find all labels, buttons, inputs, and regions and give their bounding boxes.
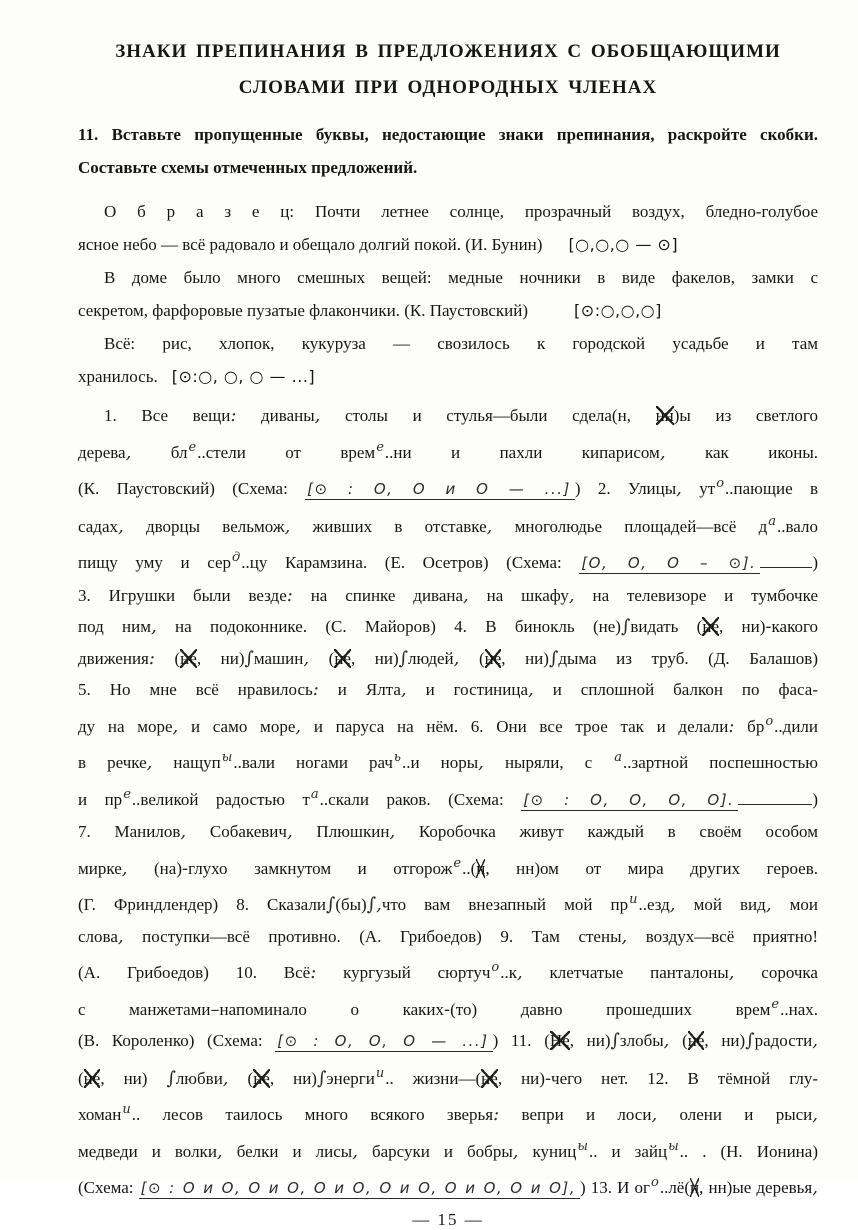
printed-text: ясное небо — всё радовало и обещало долгий покой. (И. Бунин) bbox=[78, 235, 543, 254]
printed-text: куниц bbox=[518, 1141, 577, 1161]
handwritten-mark: , bbox=[659, 441, 666, 463]
printed-text: ..дили bbox=[774, 716, 818, 736]
printed-text: Плюшкин bbox=[292, 822, 390, 841]
printed-text: , ни) bbox=[497, 1068, 545, 1088]
crossed-out-text: н bbox=[690, 1178, 700, 1197]
text-line bbox=[78, 580, 818, 612]
handwritten-mark: , bbox=[568, 584, 575, 606]
printed-text: Собакевич bbox=[186, 822, 287, 841]
printed-text-bold: Составьте схемы отмеченных предложений. bbox=[78, 158, 418, 177]
page-number: — 15 — bbox=[412, 1209, 484, 1229]
printed-text: 7. Манилов bbox=[78, 822, 181, 841]
printed-text: и сплошной балкон по фаса- bbox=[533, 680, 819, 699]
handwritten-mark: , bbox=[389, 821, 396, 842]
printed-text: ) 13. И ог bbox=[580, 1178, 650, 1197]
handwritten-inserted-letter: е bbox=[188, 439, 197, 455]
handwritten-mark: , bbox=[812, 1177, 818, 1198]
printed-text: О б р а з е ц: Почти летнее солнце, прозрачный воздух, бледно-голубое bbox=[104, 202, 818, 221]
printed-text: ) 2. Улицы bbox=[574, 479, 677, 498]
printed-schema: [⊙:○,○,○] bbox=[574, 301, 662, 320]
printed-text: под ним bbox=[78, 617, 152, 636]
printed-text: ду на море bbox=[78, 716, 173, 736]
handwritten-mark: , bbox=[478, 752, 484, 773]
handwritten-mark: ∫ bbox=[325, 894, 336, 915]
task-instruction bbox=[78, 118, 818, 184]
handwritten-mark: ∫ bbox=[548, 647, 559, 669]
underline-spacer bbox=[760, 553, 812, 568]
text-line bbox=[78, 327, 818, 360]
crossed-out-text: не bbox=[83, 1068, 101, 1088]
handwritten-mark: , bbox=[812, 1104, 818, 1125]
printed-text: диваны bbox=[236, 406, 315, 425]
printed-text: нащуп bbox=[152, 753, 221, 772]
crossed-out-text: не bbox=[687, 1031, 705, 1050]
printed-text: мирке bbox=[78, 858, 122, 878]
printed-text: живших в отставке bbox=[290, 516, 487, 536]
printed-text: , ни) bbox=[196, 648, 245, 668]
printed-text: ( bbox=[78, 1068, 84, 1088]
printed-text: пищу уму и сер bbox=[78, 553, 232, 572]
text-line bbox=[78, 118, 818, 151]
handwritten-mark: ∫ bbox=[166, 1067, 176, 1089]
printed-text: поступки—всё противно. (А. Грибоедов) 9. Там стены bbox=[123, 926, 622, 946]
crossed-out-text: Не bbox=[549, 1031, 570, 1050]
handwritten-inserted-letter: о bbox=[650, 1175, 659, 1190]
printed-text: чего нет. 12. В тёмной глу- bbox=[551, 1068, 818, 1088]
printed-text: ут bbox=[681, 479, 716, 498]
printed-text: , ни) bbox=[569, 1031, 611, 1050]
handwritten-mark: , bbox=[117, 925, 124, 947]
printed-text: и пр bbox=[78, 789, 123, 809]
text-line bbox=[78, 1167, 818, 1205]
handwritten-mark: - bbox=[765, 616, 772, 637]
text-line bbox=[78, 1058, 818, 1095]
handwritten-inserted-letter: и bbox=[122, 1102, 131, 1117]
printed-text: (В. Короленко) (Схема: bbox=[78, 1031, 276, 1050]
handwritten-schema: [⊙ : О, О, О, О]. bbox=[521, 791, 738, 811]
printed-text: Всё: рис, хлопок, кукуруза — свозилось к городской усадьбе и там bbox=[104, 334, 818, 353]
handwritten-mark: ∫ bbox=[620, 616, 631, 637]
handwritten-mark: , bbox=[151, 616, 157, 637]
underline-spacer bbox=[738, 790, 812, 805]
printed-text: злобы bbox=[619, 1031, 664, 1050]
crossed-out-text: нн bbox=[655, 406, 674, 425]
printed-text: на подоконнике. (С. Майоров) 4. В бинокль (не) bbox=[156, 617, 621, 636]
crossed-out-text: не bbox=[180, 648, 197, 668]
handwritten-mark: , bbox=[303, 647, 310, 669]
printed-text: ..нах. bbox=[780, 999, 819, 1019]
handwritten-mark: : bbox=[312, 679, 319, 700]
handwritten-inserted-letter: о bbox=[716, 476, 725, 491]
printed-text: ..стели от врем bbox=[197, 442, 376, 462]
printed-schema: [⊙:○, ○, ○ — ...] bbox=[171, 367, 316, 386]
sample-sentences-block bbox=[78, 195, 818, 393]
crossed-out-text: не bbox=[334, 648, 351, 668]
printed-text: ныряли, с bbox=[483, 753, 614, 772]
printed-text: ( bbox=[459, 648, 485, 668]
printed-text: ..и норы bbox=[402, 753, 479, 772]
printed-text: ) 11. ( bbox=[492, 1031, 550, 1050]
printed-text: ..зартной поспешностью bbox=[623, 753, 818, 772]
printed-text: олени и рыси bbox=[657, 1105, 813, 1124]
printed-text: любви bbox=[175, 1068, 223, 1088]
printed-text: как иконы. bbox=[665, 442, 818, 462]
text-line bbox=[78, 816, 818, 848]
handwritten-inserted-letter: ы bbox=[668, 1138, 679, 1154]
printed-text: на телевизоре и тумбочке bbox=[574, 585, 818, 605]
handwritten-mark: - bbox=[182, 857, 189, 879]
spacer bbox=[158, 381, 172, 382]
text-line bbox=[78, 360, 818, 393]
handwritten-mark: , bbox=[172, 715, 179, 737]
handwritten-mark: , bbox=[286, 821, 293, 842]
printed-text: какого bbox=[771, 617, 819, 636]
handwritten-inserted-letter: ы bbox=[221, 750, 233, 765]
printed-text: 1. Все вещи bbox=[104, 406, 231, 425]
handwritten-mark: , bbox=[812, 1030, 819, 1051]
text-line bbox=[78, 400, 818, 432]
handwritten-mark: , bbox=[651, 1104, 658, 1125]
handwritten-mark: , bbox=[621, 925, 628, 947]
printed-text: ..цу Карамзина. (Е. Осетров) (Схема: bbox=[241, 553, 580, 572]
handwritten-inserted-letter: о bbox=[491, 960, 500, 975]
spacer bbox=[528, 315, 574, 316]
handwritten-mark: ∫ bbox=[398, 647, 409, 669]
text-line bbox=[78, 432, 818, 469]
handwritten-mark: , bbox=[676, 478, 682, 499]
printed-text: (Г. Фриндлендер) 8. Сказали bbox=[78, 895, 326, 914]
handwritten-mark: , bbox=[517, 962, 523, 983]
printed-text: радости bbox=[754, 1031, 813, 1050]
printed-text: , ни) bbox=[100, 1068, 167, 1088]
handwritten-inserted-letter: е bbox=[771, 996, 780, 1012]
text-line bbox=[78, 542, 818, 580]
handwritten-mark: , bbox=[400, 679, 407, 700]
printed-text: .. жизни—( bbox=[385, 1068, 482, 1088]
printed-text: ) bbox=[812, 553, 818, 572]
text-line bbox=[78, 151, 818, 184]
printed-text: воздух—всё приятно! bbox=[627, 926, 818, 946]
printed-text: вепри и лоси bbox=[499, 1105, 652, 1124]
printed-text: дворцы вельмож bbox=[123, 516, 285, 536]
printed-text: ..великой радостью т bbox=[131, 789, 310, 809]
printed-text: и гостиница bbox=[406, 680, 529, 699]
handwritten-mark: , bbox=[216, 1140, 223, 1162]
printed-text: столы и стулья—были сдела(н, bbox=[320, 406, 656, 425]
text-line bbox=[78, 195, 818, 228]
printed-text: что вам внезапный мой пр bbox=[381, 895, 629, 914]
handwritten-mark: , bbox=[486, 515, 493, 537]
text-line bbox=[78, 884, 818, 921]
printed-text: ) bbox=[812, 789, 818, 809]
printed-text: , ни) bbox=[501, 648, 549, 668]
printed-text: дерева bbox=[78, 442, 126, 462]
exercise-paragraph bbox=[78, 400, 818, 1205]
printed-text: мои bbox=[771, 895, 818, 914]
printed-text: машин bbox=[253, 648, 304, 668]
printed-text: (К. Паустовский) (Схема: bbox=[78, 479, 306, 498]
text-line bbox=[78, 779, 818, 817]
printed-text: (бы) bbox=[335, 895, 367, 914]
handwritten-mark: , bbox=[295, 715, 302, 737]
printed-text: медведи и волки bbox=[78, 1141, 217, 1161]
printed-text: .. . (Н. Ионина) bbox=[679, 1141, 818, 1161]
text-line bbox=[78, 1094, 818, 1131]
text-line bbox=[78, 989, 818, 1026]
printed-text: напоминало о каких bbox=[219, 999, 444, 1019]
handwritten-schema: [⊙ : О, О и О — ...] bbox=[305, 480, 575, 500]
printed-text: и само море bbox=[178, 716, 296, 736]
spacer bbox=[542, 249, 568, 250]
handwritten-mark: - bbox=[443, 998, 451, 1020]
text-line bbox=[78, 952, 818, 989]
printed-text: ( bbox=[669, 1031, 688, 1050]
handwritten-inserted-letter: е bbox=[123, 786, 131, 802]
crossed-out-text: н bbox=[476, 858, 486, 878]
handwritten-mark: , bbox=[284, 515, 291, 537]
printed-text: )ы из светлого bbox=[673, 406, 818, 425]
handwritten-mark: , bbox=[512, 1140, 519, 1162]
handwritten-mark: : bbox=[230, 405, 237, 426]
printed-text: с манжетами bbox=[78, 999, 211, 1019]
text-line bbox=[78, 674, 818, 706]
printed-text: ( bbox=[154, 648, 181, 668]
printed-text: ( bbox=[228, 1068, 254, 1088]
text-line bbox=[78, 643, 818, 675]
printed-text: многолюдье площадей—всё д bbox=[492, 516, 768, 536]
handwritten-mark: ∫, bbox=[366, 894, 382, 915]
printed-text: видать ( bbox=[630, 617, 703, 636]
printed-text: (Схема: bbox=[78, 1178, 139, 1197]
handwritten-inserted-letter: е bbox=[376, 439, 384, 455]
printed-text: хоман bbox=[78, 1105, 122, 1124]
printed-text: 3. Игрушки были везде bbox=[78, 585, 287, 605]
handwritten-mark: – bbox=[210, 998, 220, 1020]
printed-text: ..к bbox=[500, 963, 517, 982]
text-line bbox=[78, 228, 818, 261]
handwritten-inserted-letter: о bbox=[765, 713, 774, 729]
printed-text-bold: 11. Вставьте пропущенные буквы, недостающие знаки препинания, раскройте скобки. bbox=[78, 125, 818, 144]
handwritten-inserted-letter: д bbox=[232, 550, 241, 565]
printed-text: В доме было много смешных вещей: медные ночники в виде факелов, замки с bbox=[104, 268, 818, 287]
printed-text: кургузый сюртуч bbox=[316, 963, 491, 982]
handwritten-inserted-letter: ы bbox=[577, 1138, 588, 1154]
text-line bbox=[78, 706, 818, 743]
handwritten-mark: , bbox=[180, 821, 187, 842]
handwritten-mark: : bbox=[286, 584, 293, 606]
printed-text: , ни) bbox=[350, 648, 399, 668]
printed-text: энерги bbox=[326, 1068, 375, 1088]
printed-text: , ни) bbox=[704, 1031, 746, 1050]
printed-text: барсуки и бобры bbox=[357, 1141, 513, 1161]
page-title-line-1: ЗНАКИ ПРЕПИНАНИЯ В ПРЕДЛОЖЕНИЯХ С ОБОБЩАЮЩИМИ bbox=[115, 41, 781, 62]
crossed-out-text: не bbox=[481, 1068, 498, 1088]
printed-text: людей bbox=[408, 648, 454, 668]
handwritten-mark: , bbox=[765, 894, 772, 915]
handwritten-schema: [О, О, О – ⊙]. bbox=[579, 554, 760, 574]
printed-text: 5. Но мне всё нравилось bbox=[78, 680, 313, 699]
printed-text: , ни) bbox=[719, 617, 766, 636]
printed-text: белки и лисы bbox=[222, 1141, 353, 1161]
handwritten-mark: ∫ bbox=[316, 1067, 327, 1089]
printed-text: секретом, фарфоровые пузатые флакончики. (К. Паустовский) bbox=[78, 301, 529, 320]
printed-text: и паруса на нём. 6. Они все трое так и делали bbox=[301, 716, 729, 736]
handwritten-mark: ∫ bbox=[745, 1030, 755, 1051]
handwritten-schema: [⊙ : О, О, О — ...] bbox=[275, 1032, 492, 1052]
handwritten-inserted-letter: и bbox=[629, 892, 638, 907]
page-title-line-2: СЛОВАМИ ПРИ ОДНОРОДНЫХ ЧЛЕНАХ bbox=[238, 77, 658, 98]
text-line bbox=[78, 1025, 818, 1058]
crossed-out-text: не bbox=[484, 648, 502, 668]
handwritten-mark: , bbox=[314, 405, 321, 426]
printed-text: дыма из труб. (Д. Балашов) bbox=[558, 648, 818, 668]
handwritten-mark: , bbox=[728, 962, 735, 983]
printed-text: ..пающие в bbox=[725, 479, 818, 498]
printed-text: бл bbox=[131, 442, 188, 462]
handwritten-mark: , bbox=[352, 1140, 358, 1162]
handwritten-inserted-letter: ь bbox=[393, 750, 401, 765]
printed-text: .. лесов таилось много всякого зверья bbox=[131, 1105, 494, 1124]
handwritten-mark: , bbox=[463, 584, 469, 606]
printed-text: в речке bbox=[78, 753, 147, 772]
printed-text: ..вало bbox=[777, 516, 818, 536]
handwritten-mark: , bbox=[222, 1067, 229, 1089]
handwritten-mark: , bbox=[663, 1030, 670, 1051]
printed-text: , ни) bbox=[269, 1068, 317, 1088]
handwritten-inserted-letter: а bbox=[768, 513, 776, 529]
crossed-out-text: не bbox=[253, 1068, 270, 1088]
handwritten-mark: : bbox=[310, 962, 317, 983]
printed-text: ..лё( bbox=[659, 1178, 691, 1197]
handwritten-mark: , bbox=[121, 857, 128, 879]
handwritten-mark: , bbox=[669, 894, 676, 915]
printed-text: (то) давно прошедших врем bbox=[450, 999, 771, 1019]
handwritten-mark: : bbox=[728, 715, 735, 737]
printed-text: на шкафу bbox=[468, 585, 569, 605]
text-line bbox=[78, 921, 818, 953]
text-line bbox=[78, 848, 818, 885]
printed-text: (на) bbox=[127, 858, 182, 878]
printed-text: садах bbox=[78, 516, 118, 536]
printed-text: мой вид bbox=[675, 895, 766, 914]
printed-text: бр bbox=[734, 716, 765, 736]
printed-text: и Ялта bbox=[318, 680, 401, 699]
handwritten-mark: - bbox=[544, 1067, 552, 1089]
crossed-out-text: не bbox=[702, 617, 720, 636]
handwritten-inserted-letter: и bbox=[375, 1065, 385, 1081]
handwritten-mark: , bbox=[528, 679, 534, 700]
handwritten-mark: ∫ bbox=[610, 1030, 620, 1051]
printed-text: ..езд bbox=[638, 895, 670, 914]
printed-text: , нн)ом от мира других героев. bbox=[485, 858, 819, 878]
handwritten-mark: , bbox=[125, 441, 132, 463]
handwritten-inserted-letter: а bbox=[614, 750, 623, 765]
printed-text: , нн)ые деревья bbox=[699, 1178, 813, 1197]
text-line bbox=[78, 506, 818, 543]
printed-text: ..скали раков. (Схема: bbox=[319, 789, 522, 809]
printed-text: хранилось. bbox=[78, 367, 158, 386]
printed-text: на спинке дивана bbox=[292, 585, 464, 605]
handwritten-mark: ∫ bbox=[244, 647, 254, 669]
text-line bbox=[78, 742, 818, 779]
text-line bbox=[78, 468, 818, 506]
handwritten-inserted-letter: е bbox=[453, 855, 462, 871]
printed-text: клетчатые панталоны bbox=[522, 963, 729, 982]
printed-text: ..ни и пахли кипарисом bbox=[384, 442, 660, 462]
printed-text: ..вали ногами рач bbox=[233, 753, 393, 772]
handwritten-mark: , bbox=[453, 647, 460, 669]
text-line bbox=[78, 294, 818, 327]
handwritten-mark: , bbox=[118, 515, 124, 537]
printed-text: движения bbox=[78, 648, 149, 668]
printed-text: глухо замкнутом и отгорож bbox=[188, 858, 453, 878]
text-line bbox=[78, 261, 818, 294]
printed-text: слова bbox=[78, 926, 118, 946]
printed-schema: [○,○,○ — ⊙] bbox=[568, 235, 679, 254]
handwritten-mark: : bbox=[148, 647, 155, 669]
printed-text: Коробочка живут каждый в своём особом bbox=[395, 822, 818, 841]
page-title bbox=[78, 34, 818, 106]
handwritten-mark: : bbox=[493, 1104, 500, 1125]
printed-text: (А. Грибоедов) 10. Всё bbox=[78, 963, 311, 982]
handwritten-mark: , bbox=[146, 752, 153, 773]
printed-text: сорочка bbox=[734, 963, 818, 982]
text-line bbox=[78, 1131, 818, 1168]
printed-text: ( bbox=[309, 648, 335, 668]
printed-text: .. и зайц bbox=[588, 1141, 668, 1161]
handwritten-inserted-letter: а bbox=[310, 786, 319, 802]
printed-text: ..( bbox=[462, 858, 477, 878]
handwritten-schema: [⊙ : О и О, О и О, О и О, О и О, О и О, О и О], bbox=[139, 1179, 580, 1199]
text-line bbox=[78, 611, 818, 643]
